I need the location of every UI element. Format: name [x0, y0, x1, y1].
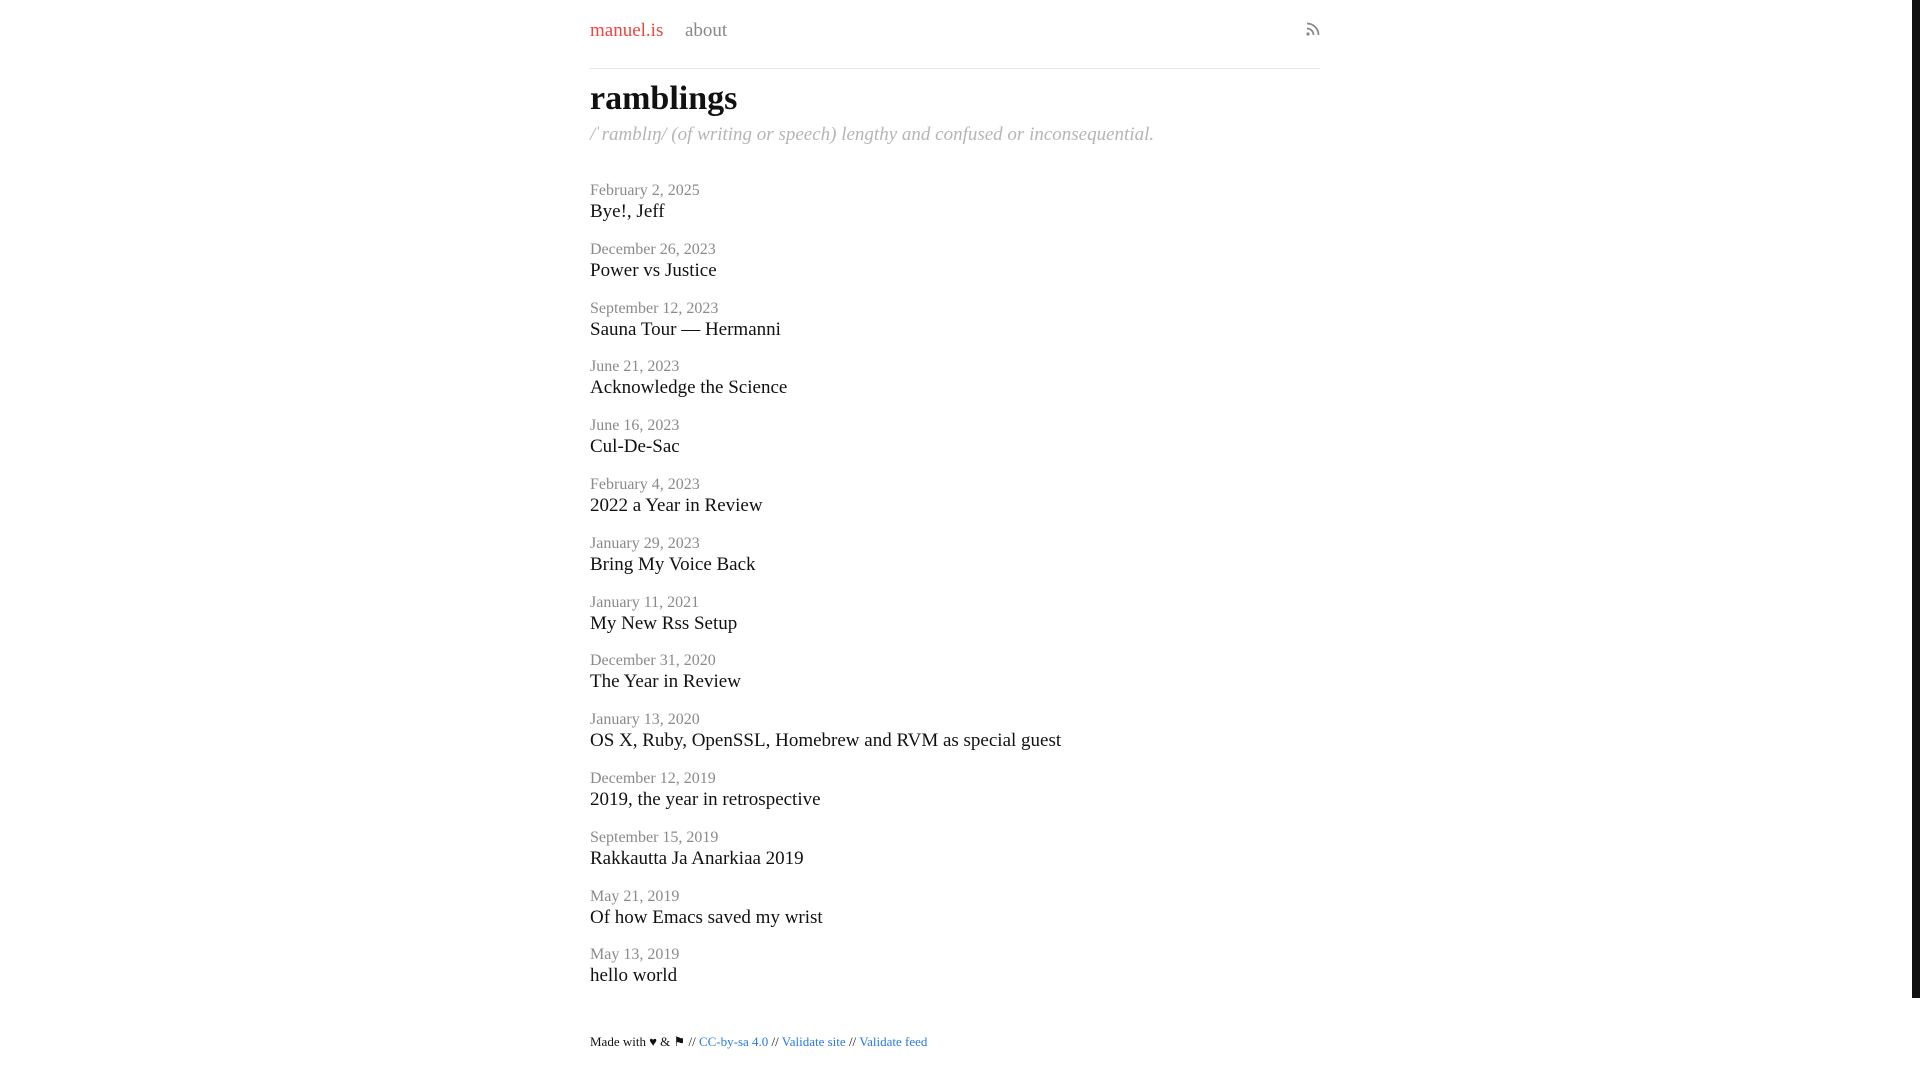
post-title-link[interactable]: Of how Emacs saved my wrist	[590, 906, 823, 928]
footer	[590, 1034, 927, 1050]
post-date: February 4, 2023	[590, 475, 700, 493]
post-date: January 13, 2020	[590, 711, 700, 729]
page-container	[590, 0, 1320, 1049]
post-item	[590, 299, 1061, 358]
post-item	[590, 240, 1061, 299]
separator: //	[685, 1034, 699, 1049]
page-title: ramblings	[590, 80, 738, 117]
top-nav	[590, 0, 1320, 69]
post-date: September 12, 2023	[590, 299, 719, 317]
post-date: December 31, 2020	[590, 652, 716, 670]
post-date: June 16, 2023	[590, 417, 680, 435]
post-date: December 26, 2023	[590, 240, 716, 258]
brand-link[interactable]: manuel.is	[590, 20, 664, 41]
post-title-link[interactable]: My New Rss Setup	[590, 612, 738, 634]
post-title-link[interactable]: Acknowledge the Science	[590, 377, 788, 399]
post-date: May 13, 2019	[590, 946, 680, 964]
validate-feed-link[interactable]: Validate feed	[859, 1034, 928, 1049]
scrollbar[interactable]	[1912, 0, 1920, 998]
post-item	[590, 945, 1061, 1004]
post-title-link[interactable]: OS X, Ruby, OpenSSL, Homebrew and RVM as special guest	[590, 730, 1062, 752]
post-date: February 2, 2025	[590, 182, 700, 199]
post-item	[590, 416, 1061, 475]
post-item	[590, 828, 1061, 887]
post-title-link[interactable]: hello world	[590, 965, 678, 987]
post-item	[590, 534, 1061, 593]
post-title-link[interactable]: Bring My Voice Back	[590, 553, 756, 575]
post-title-link[interactable]: Cul-De-Sac	[590, 436, 680, 458]
license-link[interactable]: CC-by-sa 4.0	[698, 1034, 769, 1049]
post-item	[590, 651, 1061, 710]
post-date: December 12, 2019	[590, 769, 716, 787]
validate-site-link[interactable]: Validate site	[781, 1034, 846, 1049]
post-item	[590, 769, 1061, 828]
post-date: September 15, 2019	[590, 828, 719, 846]
post-title-link[interactable]: Sauna Tour — Hermanni	[590, 318, 781, 340]
post-date: January 29, 2023	[590, 534, 700, 552]
made-with-text: Made with ♥ & ⚑	[590, 1034, 686, 1049]
post-title-link[interactable]: Rakkautta Ja Anarkiaa 2019	[590, 847, 804, 869]
post-title-link[interactable]: 2019, the year in retrospective	[590, 788, 821, 810]
rss-icon[interactable]	[1306, 22, 1320, 36]
post-item	[590, 357, 1061, 416]
post-title-link[interactable]: The Year in Review	[590, 671, 741, 693]
post-item	[590, 475, 1061, 534]
post-title-link[interactable]: Bye!, Jeff	[590, 201, 665, 222]
about-link[interactable]: about	[685, 20, 728, 41]
post-title-link[interactable]: 2022 a Year in Review	[590, 494, 763, 516]
post-item	[590, 887, 1061, 946]
post-item	[590, 593, 1061, 652]
page-subtitle: /ˈramblɪŋ/ (of writing or speech) lengthy and confused or inconsequential.	[590, 124, 1155, 145]
post-item	[590, 181, 1061, 240]
post-title-link[interactable]: Power vs Justice	[590, 259, 717, 281]
post-date: January 11, 2021	[590, 593, 700, 611]
post-date: June 21, 2023	[590, 358, 680, 376]
separator: //	[845, 1034, 860, 1049]
post-item	[590, 710, 1061, 769]
post-date: May 21, 2019	[590, 887, 680, 905]
separator: //	[768, 1034, 782, 1049]
post-list	[590, 181, 1061, 1004]
